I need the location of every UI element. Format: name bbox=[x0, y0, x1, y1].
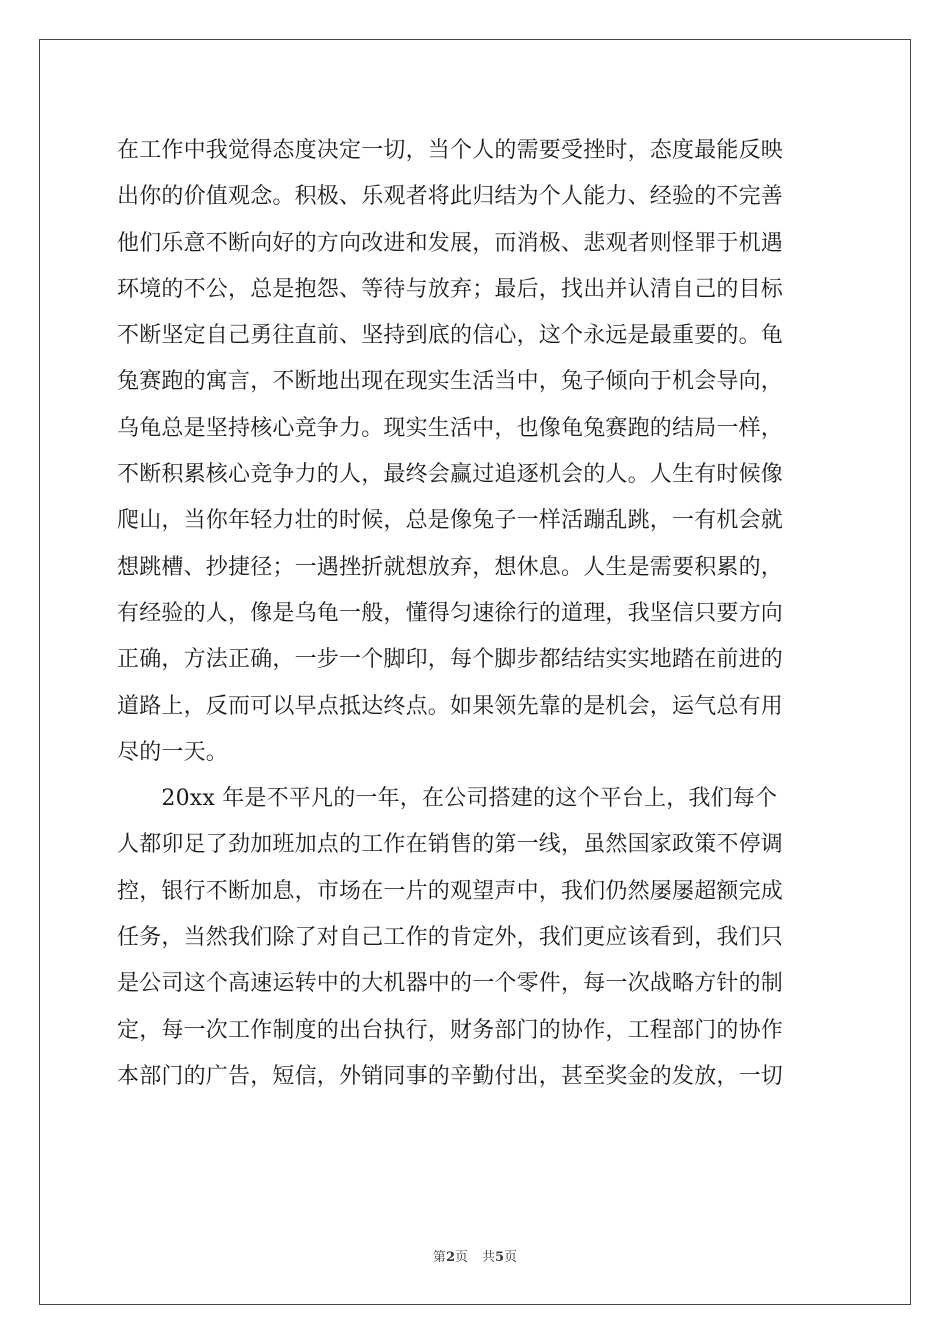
text-line: 人都卯足了劲加班加点的工作在销售的第一线，虽然国家政策不停调 bbox=[117, 832, 784, 858]
text-line: 不断积累核心竞争力的人，最终会赢过追逐机会的人。人生有时候像 bbox=[117, 462, 784, 488]
text-line: 环境的不公，总是抱怨、等待与放弃；最后，找出并认清自己的目标 bbox=[117, 276, 784, 302]
text-line: 是公司这个高速运转中的大机器中的一个零件，每一次战略方针的制 bbox=[117, 971, 784, 997]
text-line: 兔赛跑的寓言，不断地出现在现实生活当中，兔子倾向于机会导向， bbox=[117, 369, 784, 395]
page-footer bbox=[0, 1246, 950, 1265]
page-suffix: 页 bbox=[454, 1250, 468, 1265]
text-line: 想跳槽、抄捷径；一遇挫折就想放弃，想休息。人生是需要积累的， bbox=[117, 554, 784, 580]
total-suffix: 页 bbox=[504, 1250, 518, 1265]
text-line: 出你的价值观念。积极、乐观者将此归结为个人能力、经验的不完善 bbox=[117, 184, 784, 210]
document-body bbox=[117, 128, 833, 1100]
text-line: 本部门的广告，短信，外销同事的辛勤付出，甚至奖金的发放，一切 bbox=[117, 1063, 784, 1089]
text-line: 乌龟总是坚持核心竞争力。现实生活中，也像龟兔赛跑的结局一样， bbox=[117, 415, 784, 441]
page-prefix: 第 bbox=[432, 1250, 446, 1265]
text-line: 正确，方法正确，一步一个脚印，每个脚步都结结实实地踏在前进的 bbox=[117, 647, 784, 673]
text-line: 他们乐意不断向好的方向改进和发展，而消极、悲观者则怪罪于机遇 bbox=[117, 230, 784, 256]
text-line: 不断坚定自己勇往直前、坚持到底的信心，这个永远是最重要的。龟 bbox=[117, 323, 784, 349]
page-number: 2 bbox=[445, 1250, 455, 1265]
text-line: 道路上，反而可以早点抵达终点。如果领先靠的是机会，运气总有用 bbox=[117, 693, 784, 719]
total-prefix: 共 bbox=[482, 1250, 496, 1265]
text-line: 爬山，当你年轻力壮的时候，总是像兔子一样活蹦乱跳，一有机会就 bbox=[117, 508, 784, 534]
text-line: 任务，当然我们除了对自己工作的肯定外，我们更应该看到，我们只 bbox=[117, 925, 784, 951]
text-line: 控，银行不断加息，市场在一片的观望声中，我们仍然屡屡超额完成 bbox=[117, 878, 784, 904]
text-line: 20xx 年是不平凡的一年，在公司搭建的这个平台上，我们每个 bbox=[117, 786, 778, 812]
text-line: 定，每一次工作制度的出台执行，财务部门的协作，工程部门的协作 bbox=[117, 1017, 784, 1043]
text-line: 在工作中我觉得态度决定一切，当个人的需要受挫时，态度最能反映 bbox=[117, 138, 784, 163]
text-line: 尽的一天。 bbox=[117, 739, 229, 765]
text-line: 有经验的人，像是乌龟一般，懂得匀速徐行的道理，我坚信只要方向 bbox=[117, 600, 784, 626]
total-pages: 5 bbox=[495, 1250, 505, 1265]
